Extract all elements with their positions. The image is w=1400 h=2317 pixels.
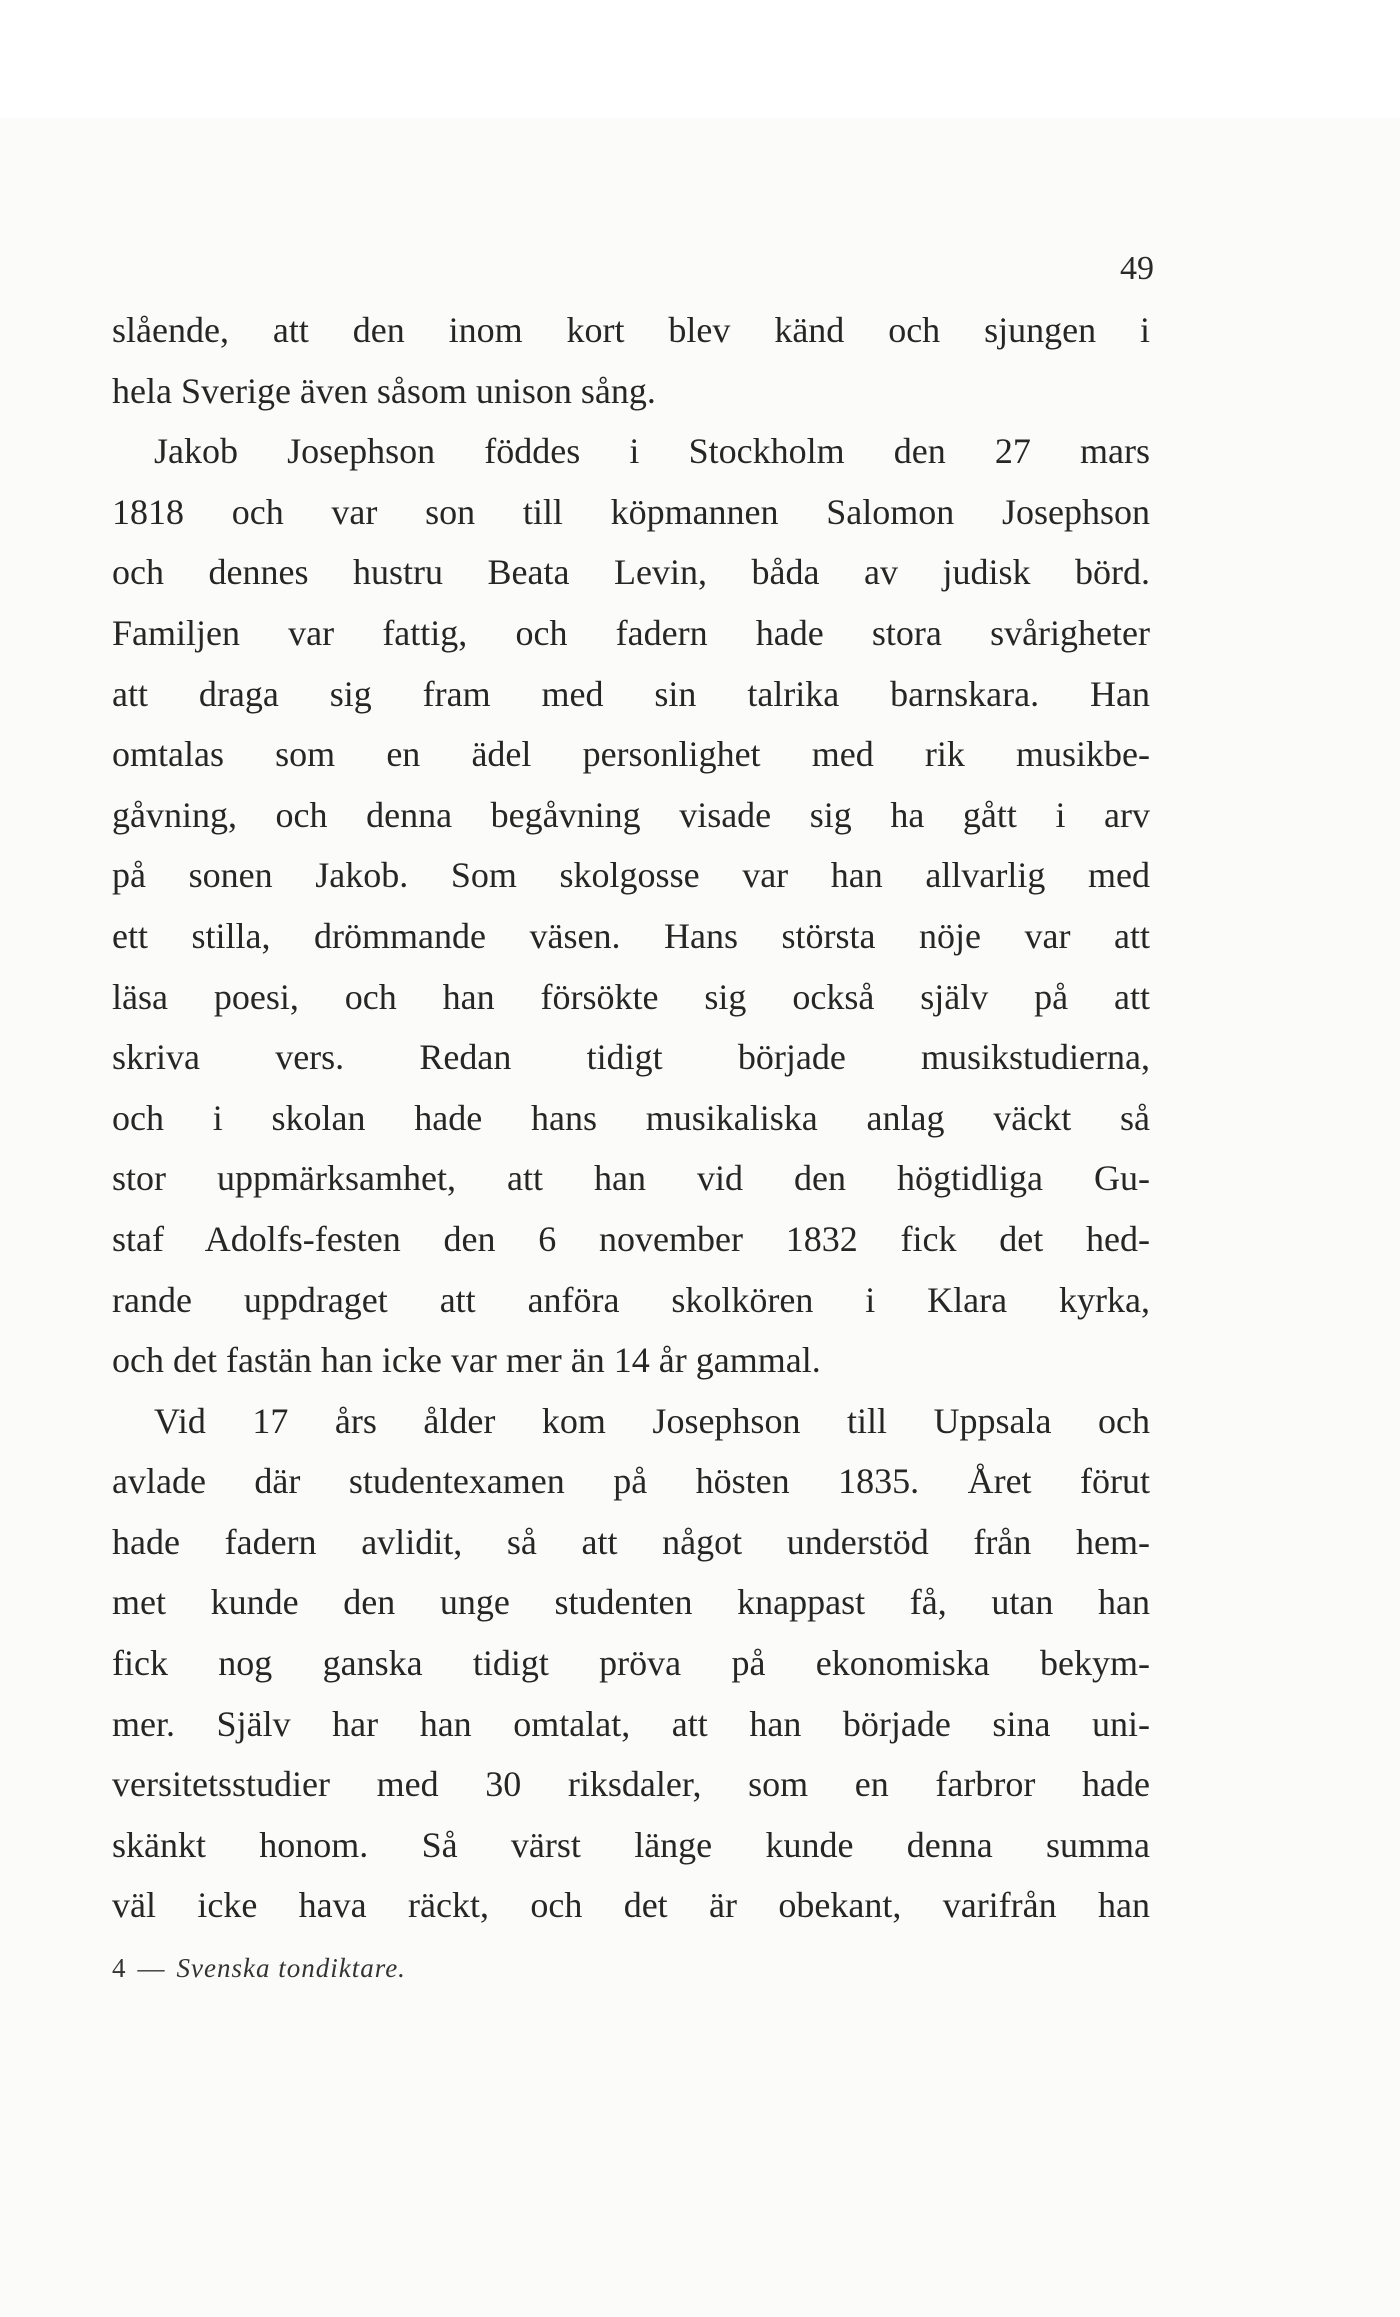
text-line: skriva vers. Redan tidigt började musikstudierna,	[112, 1037, 1150, 1078]
text-line: och dennes hustru Beata Levin, båda av judisk börd.	[112, 552, 1150, 593]
text-line: och det fastän han icke var mer än 14 år gammal.	[112, 1340, 821, 1381]
signature-separator: —	[137, 1953, 165, 1983]
text-line: hela Sverige även såsom unison sång.	[112, 370, 656, 411]
signature-number: 4	[112, 1953, 126, 1983]
text-line: mer. Själv har han omtalat, att han började sina uni-	[112, 1703, 1150, 1744]
text-line: met kunde den unge studenten knappast få, utan han	[112, 1582, 1150, 1623]
text-line: rande uppdraget att anföra skolkören i Klara kyrka,	[112, 1279, 1150, 1320]
text-line: ett stilla, drömmande väsen. Hans största nöje var att	[112, 915, 1150, 956]
text-line: att draga sig fram med sin talrika barnskara. Han	[112, 673, 1150, 714]
book-page	[0, 118, 1400, 2317]
text-line: skänkt honom. Så värst länge kunde denna summa	[112, 1824, 1150, 1865]
text-line: gåvning, och denna begåvning visade sig ha gått i arv	[112, 794, 1150, 835]
text-line: på sonen Jakob. Som skolgosse var han allvarlig med	[112, 855, 1150, 896]
text-line: Vid 17 års ålder kom Josephson till Uppsala och	[154, 1400, 1150, 1441]
signature-mark	[112, 1953, 406, 1984]
text-line: Jakob Josephson föddes i Stockholm den 27 mars	[154, 431, 1150, 472]
text-line: versitetsstudier med 30 riksdaler, som en farbror hade	[112, 1764, 1150, 1805]
text-line: staf Adolfs-festen den 6 november 1832 fick det hed-	[112, 1218, 1150, 1259]
body-text	[112, 300, 1150, 1936]
text-line: avlade där studentexamen på hösten 1835. Året förut	[112, 1461, 1150, 1502]
text-line: stor uppmärksamhet, att han vid den högtidliga Gu-	[112, 1158, 1150, 1199]
text-line: Familjen var fattig, och fadern hade stora svårigheter	[112, 612, 1150, 653]
page-number: 49	[1120, 250, 1154, 287]
text-line: läsa poesi, och han försökte sig också själv på att	[112, 976, 1150, 1017]
text-line: väl icke hava räckt, och det är obekant, varifrån han	[112, 1885, 1150, 1926]
text-line: och i skolan hade hans musikaliska anlag väckt så	[112, 1097, 1150, 1138]
book-title: Svenska tondiktare.	[176, 1953, 406, 1983]
text-line: omtalas som en ädel personlighet med rik musikbe-	[112, 734, 1150, 775]
text-line: slående, att den inom kort blev känd och sjungen i	[112, 310, 1150, 350]
text-line: hade fadern avlidit, så att något understöd från hem-	[112, 1521, 1150, 1562]
text-line: 1818 och var son till köpmannen Salomon Josephson	[112, 491, 1150, 532]
text-line: fick nog ganska tidigt pröva på ekonomiska bekym-	[112, 1643, 1150, 1684]
